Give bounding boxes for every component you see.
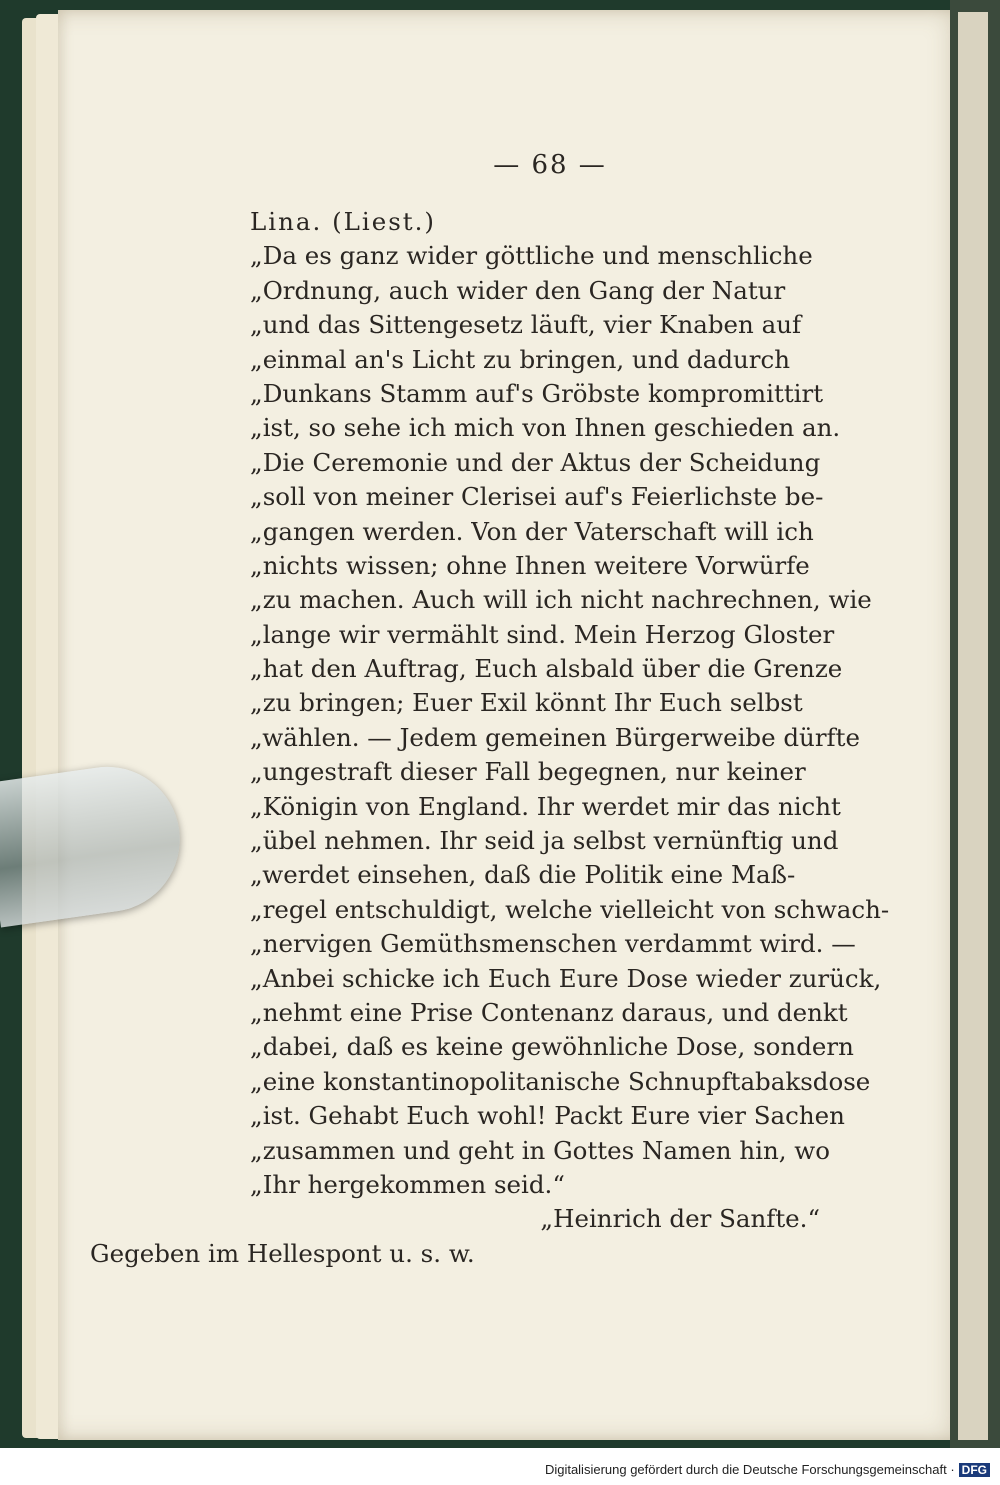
text-line: „eine konstantinopolitanische Schnupftabaksdose (250, 1066, 871, 1096)
signature-line: „Heinrich der Sanfte.“ (540, 1204, 820, 1234)
funding-text: Digitalisierung gefördert durch die Deutsche Forschungsgemeinschaft · (544, 1462, 955, 1477)
text-line: „Da es ganz wider göttliche und menschliche (250, 241, 813, 271)
text-line: „Ihr hergekommen seid.“ (250, 1169, 565, 1199)
text-line: Lina. (Liest.) (250, 207, 436, 236)
text-line: „wählen. — Jedem gemeinen Bürgerweibe dürfte (250, 722, 860, 752)
text-line: „hat den Auftrag, Euch alsbald über die Grenze (250, 654, 843, 684)
text-line: „nervigen Gemüthsmenschen verdammt wird. — (250, 929, 856, 959)
dfg-logo: DFG (959, 1463, 990, 1477)
body-text (90, 205, 890, 1271)
text-line: „zu bringen; Euer Exil könnt Ihr Euch selbst (250, 688, 803, 718)
text-line: „zu machen. Auch will ich nicht nachrechnen, wie (250, 585, 872, 615)
text-line: „ist. Gehabt Euch wohl! Packt Eure vier Sachen (250, 1101, 845, 1131)
text-line: „regel entschuldigt, welche vielleicht von schwach- (250, 894, 890, 924)
text-line: „Königin von England. Ihr werdet mir das nicht (250, 791, 841, 821)
text-line: „lange wir vermählt sind. Mein Herzog Gloster (250, 619, 835, 649)
text-line: „gangen werden. Von der Vaterschaft will ich (250, 516, 814, 546)
text-line: „nichts wissen; ohne Ihnen weitere Vorwürfe (250, 550, 810, 580)
text-line: „nehmt eine Prise Contenanz daraus, und denkt (250, 997, 848, 1027)
text-line: „Ordnung, auch wider den Gang der Natur (250, 275, 786, 305)
book-right-edge (950, 0, 1000, 1448)
funding-note (545, 1462, 990, 1477)
facing-page-edge (958, 12, 988, 1440)
text-line: „dabei, daß es keine gewöhnliche Dose, sondern (250, 1032, 854, 1062)
text-line: „und das Sittengesetz läuft, vier Knaben auf (250, 310, 802, 340)
text-line: „ist, so sehe ich mich von Ihnen geschieden an. (250, 413, 841, 443)
text-line: „Anbei schicke ich Euch Eure Dose wieder zurück, (250, 963, 882, 993)
text-line: „zusammen und geht in Gottes Namen hin, wo (250, 1135, 831, 1165)
text-line: „einmal an's Licht zu bringen, und dadurch (250, 344, 791, 374)
text-line: „ungestraft dieser Fall begegnen, nur keiner (250, 757, 806, 787)
text-line: „übel nehmen. Ihr seid ja selbst vernünftig und (250, 826, 839, 856)
text-line: „Dunkans Stamm auf's Gröbste kompromittirt (250, 378, 824, 408)
text-line: „werdet einsehen, daß die Politik eine Maß- (250, 860, 796, 890)
closing-line: Gegeben im Hellespont u. s. w. (90, 1238, 475, 1268)
text-line: „Die Ceremonie und der Aktus der Scheidung (250, 447, 821, 477)
text-line: „soll von meiner Clerisei auf's Feierlichste be- (250, 482, 824, 512)
page-number: — 68 — (493, 150, 607, 180)
